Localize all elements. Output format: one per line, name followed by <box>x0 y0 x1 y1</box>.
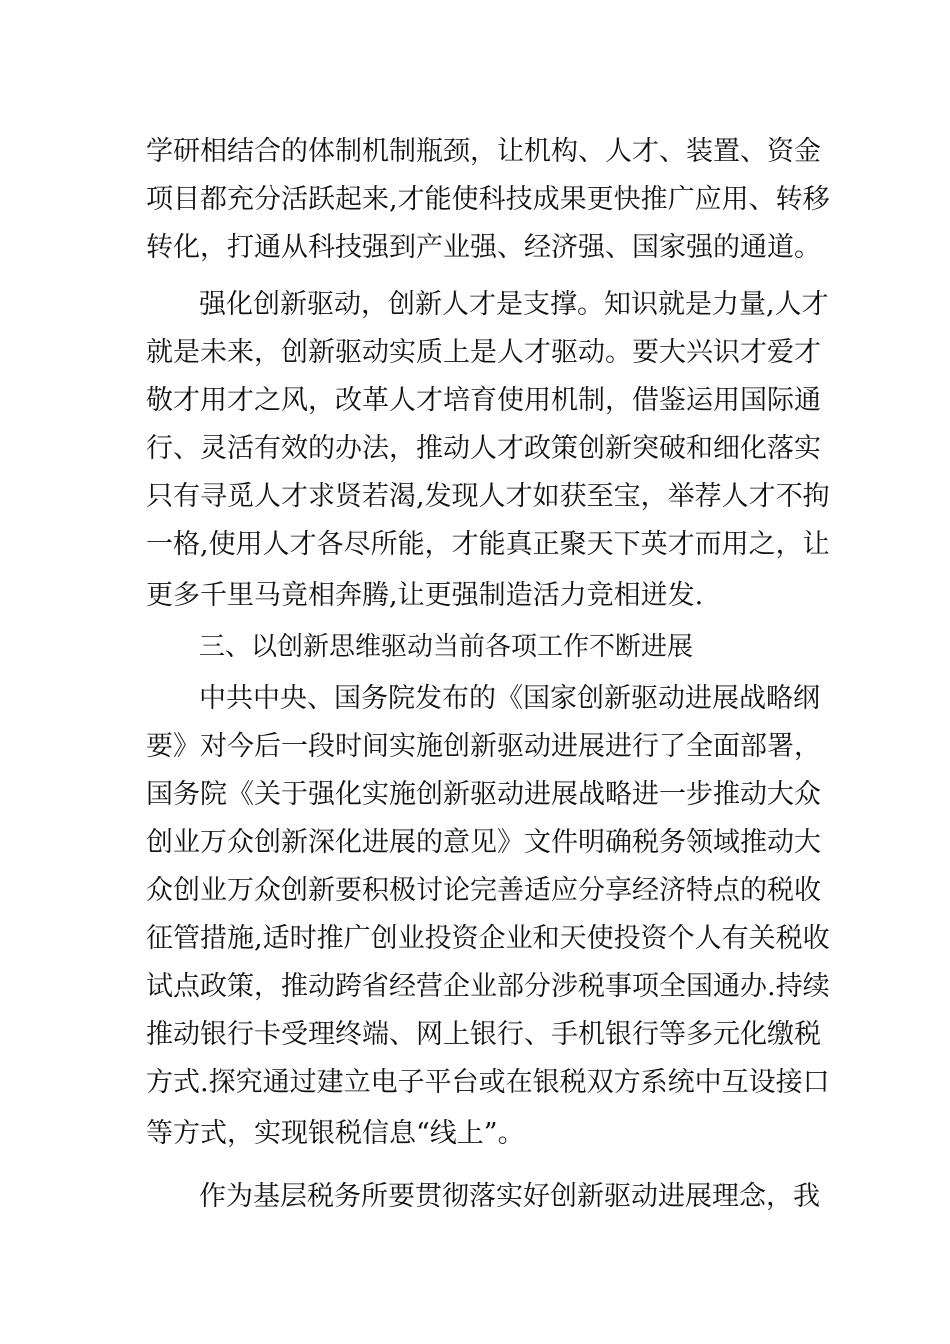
body-text-line: 一格,使用人才各尽所能，才能真正聚天下英才而用之，让 <box>146 529 830 560</box>
body-text-line: 敬才用才之风，改革人才培育使用机制，借鉴运用国际通 <box>146 385 821 416</box>
body-text-line: 等方式，实现银税信息“线上”。 <box>146 1118 525 1149</box>
body-text-line: 项目都充分活跃起来,才能使科技成果更快推广应用、转移 <box>146 184 830 215</box>
body-text-line: 创业万众创新深化进展的意见》文件明确税务领域推动大 <box>146 827 821 858</box>
body-text-line: 只有寻觅人才求贤若渴,发现人才如获至宝，举荐人才不拘 <box>146 481 830 512</box>
body-text-line: 方式.探究通过建立电子平台或在银税双方系统中互设接口 <box>146 1067 830 1098</box>
body-text-line: 试点政策，推动跨省经营企业部分涉税事项全国通办.持续 <box>146 971 830 1002</box>
body-text-line: 要》对今后一段时间实施创新驱动进展进行了全面部署， <box>146 731 821 762</box>
body-text-line: 行、灵活有效的办法，推动人才政策创新突破和细化落实 <box>146 433 821 464</box>
body-text-line: 转化，打通从科技强到产业强、经济强、国家强的通道。 <box>146 232 821 263</box>
paragraph-first-line: 强化创新驱动，创新人才是支撑。知识就是力量,人才 <box>199 289 829 320</box>
section-heading: 三、以创新思维驱动当前各项工作不断进展 <box>199 632 694 662</box>
body-text-line: 众创业万众创新要积极讨论完善适应分享经济特点的税收 <box>146 875 821 906</box>
body-text-line: 国务院《关于强化实施创新驱动进展战略进一步推动大众 <box>146 779 821 810</box>
body-text-line: 就是未来，创新驱动实质上是人才驱动。要大兴识才爱才 <box>146 337 821 368</box>
body-text-line: 学研相结合的体制机制瓶颈，让机构、人才、装置、资金 <box>146 136 821 167</box>
paragraph-first-line: 中共中央、国务院发布的《国家创新驱动进展战略纲 <box>199 683 820 714</box>
body-text-line: 更多千里马竟相奔腾,让更强制造活力竞相迸发. <box>146 580 704 611</box>
body-text-line: 推动银行卡受理终端、网上银行、手机银行等多元化缴税 <box>146 1019 821 1050</box>
paragraph-first-line: 作为基层税务所要贯彻落实好创新驱动进展理念，我 <box>199 1181 820 1212</box>
body-text-line: 征管措施,适时推广创业投资企业和天使投资个人有关税收 <box>146 923 830 954</box>
